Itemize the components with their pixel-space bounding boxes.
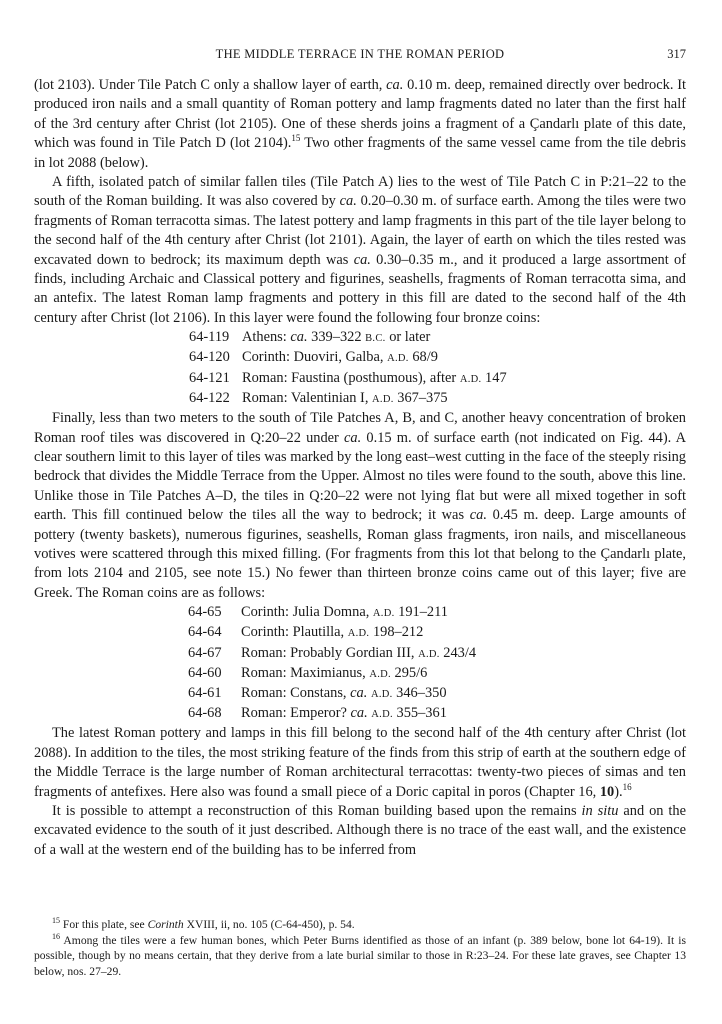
coin-id: 64-60 — [188, 664, 222, 681]
coin-entry — [189, 348, 686, 368]
coin-description: Roman: Maximianus, A.D. 295/6 — [241, 664, 428, 681]
coin-entry — [189, 328, 686, 348]
coin-id: 64-65 — [188, 604, 222, 621]
coin-entry — [188, 644, 686, 664]
paragraph: A fifth, isolated patch of similar fallen tiles (Tile Patch A) lies to the west of Tile Patch C in P:21–22 to the south of the Roman building. It was also covered by ca. 0.20–0.30 m. of surface earth. Among the tiles were two fragments of Roman terracotta simas. The latest pottery and lamp fragments in this part of the tile layer belong to the second half of the 4th century after Christ (lot 2101). Again, the layer of earth on which the tiles rested was excavated down to bedrock; its maximum depth was ca. 0.30–0.35 m., and it produced a large assortment of finds, including Archaic and Classical pottery and figurines, seashells, fragments of Roman terracotta sima, and an antefix. The latest Roman lamp fragments and pottery in this fill are dated to the second half of the 4th century after Christ (lot 2106). In this layer were found the following four bronze coins: — [34, 174, 687, 326]
coin-id: 64-120 — [189, 349, 230, 366]
coin-id: 64-67 — [188, 644, 222, 661]
page-header — [34, 47, 686, 65]
coin-id: 64-122 — [189, 389, 230, 406]
paragraph: It is possible to attempt a reconstruction of this Roman building based upon the remains in situ and on the excavated evidence to the south of it just described. Although there is no trace of the east wall, and the existence of a wall at the western end of the building has to be inferred from — [34, 803, 686, 858]
coin-description: Corinth: Julia Domna, A.D. 191–211 — [241, 604, 448, 621]
coin-description: Roman: Valentinian I, A.D. 367–375 — [242, 389, 448, 406]
running-title: THE MIDDLE TERRACE IN THE ROMAN PERIOD — [215, 47, 505, 61]
coin-description: Roman: Constans, ca. A.D. 346–350 — [241, 684, 447, 701]
coin-description: Athens: ca. 339–322 B.C. or later — [242, 329, 431, 346]
paragraph: The latest Roman pottery and lamps in this fill belong to the second half of the 4th century after Christ (lot 2088). In addition to the tiles, the most striking feature of the finds from this strip of earth at the southern edge of the Middle Terrace is the large number of Roman architectural terracottas: twenty-two pieces of simas and ten fragments of antefixes. Here also was found a small piece of a Doric capital in poros (Chapter 16, 10).$^{16}$ — [34, 725, 686, 800]
coin-description: Roman: Faustina (posthumous), after A.D. 147 — [242, 369, 507, 386]
coin-list — [189, 328, 686, 409]
coin-id: 64-121 — [189, 369, 230, 386]
coin-description: Corinth: Plautilla, A.D. 198–212 — [241, 624, 424, 641]
coin-entry — [188, 623, 686, 643]
coin-description: Corinth: Duoviri, Galba, A.D. 68/9 — [242, 349, 438, 366]
coin-id: 64-68 — [188, 705, 222, 722]
footnotes — [34, 917, 686, 979]
coin-list — [188, 603, 686, 724]
coin-description: Roman: Emperor? ca. A.D. 355–361 — [241, 705, 447, 722]
body-text — [34, 76, 686, 860]
footnote: $^{15}$ For this plate, see Corinth XVIII, ii, no. 105 (C-64-450), p. 54. — [52, 916, 355, 931]
coin-id: 64-119 — [189, 329, 230, 346]
coin-entry — [188, 603, 686, 623]
paragraph: (lot 2103). Under Tile Patch C only a shallow layer of earth, ca. 0.10 m. deep, remained directly over bedrock. It produced iron nails and a small quantity of Roman pottery and lamp fragments dated no later than the first half of the 3rd century after Christ (lot 2105). One of these sherds joins a fragment of a Çandarlı plate of this date, which was found in Tile Patch D (lot 2104).$^{15}$ Two other fragments of the same vessel came from the tile debris in lot 2088 (below). — [34, 77, 686, 171]
coin-entry — [188, 704, 686, 724]
coin-entry — [188, 684, 686, 704]
coin-id: 64-61 — [188, 684, 222, 701]
coin-entry — [188, 664, 686, 684]
footnote: $^{16}$ Among the tiles were a few human bones, which Peter Burns identified as those of an infant (p. 389 below, bone lot 64-19). It is possible, though by no means certain, that they derive from a late burial similar to those in R:23–24. For these late graves, see Chapter 13 below, nos. 27–29. — [34, 931, 686, 978]
coin-id: 64-64 — [188, 624, 222, 641]
page-number: 317 — [667, 47, 686, 61]
coin-entry — [189, 389, 686, 409]
coin-entry — [189, 369, 686, 389]
coin-description: Roman: Probably Gordian III, A.D. 243/4 — [241, 644, 477, 661]
paragraph: Finally, less than two meters to the south of Tile Patches A, B, and C, another heavy concentration of broken Roman roof tiles was discovered in Q:20–22 under ca. 0.15 m. of surface earth (not indicated on Fig. 44). A clear southern limit to this layer of tiles was marked by the long east–west cutting in the face of the steeply rising bedrock that divides the Middle Terrace from the Upper. Almost no tiles were found to the south, above this line. Unlike those in Tile Patches A–D, the tiles in Q:20–22 were not lying flat but were all mixed together in soft earth. This fill continued below the tiles all the way to bedrock; it was ca. 0.45 m. deep. Large amounts of pottery (twenty baskets), numerous figurines, seashells, Roman glass fragments, iron nails, and miscellaneous votives were scattered through this mixed filling. (For fragments from this lot that belong to the Çandarlı plate, from lots 2104 and 2105, see note 15.) No fewer than thirteen bronze coins came out of this layer; five are Greek. The Roman coins are as follows: — [34, 410, 687, 601]
